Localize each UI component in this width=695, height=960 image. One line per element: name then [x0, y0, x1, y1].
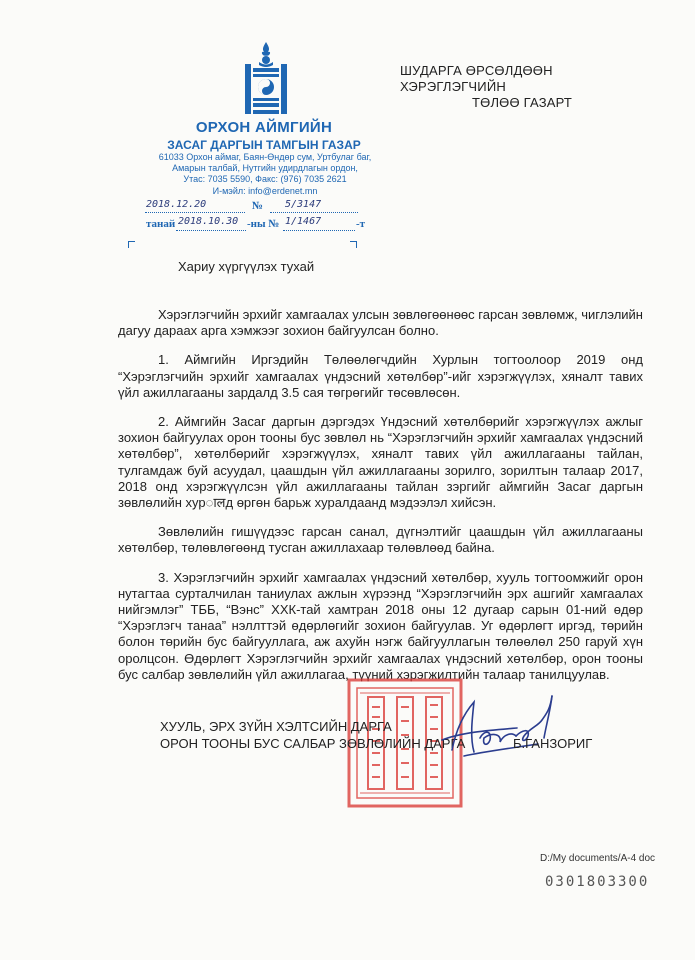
- addressee-line1: ШУДАРГА ӨРСӨЛДӨӨН ХЭРЭГЛЭГЧИЙН: [400, 63, 553, 94]
- tanai-date-underline: [176, 230, 246, 231]
- addressee: [400, 63, 660, 111]
- tanai-date: 2018.10.30: [178, 216, 239, 227]
- letter-subject: Хариу хүргүүлэх тухай: [178, 259, 315, 274]
- nyy-label: -ны №: [247, 218, 280, 230]
- document-path: D:/My documents/A-4 doc: [540, 853, 656, 864]
- signatory-title-line2: ОРОН ТООНЫ БУС САЛБАР ЗӨВЛӨЛИЙН ДАРГА: [160, 736, 466, 751]
- address-line: Утас: 7035 5590, Факс: (976) 7035 2621: [183, 174, 347, 185]
- body-paragraph: 2. Аймгийн Засаг даргын дэргэдэх Үндэсний хөтөлбөрийг хэрэгжүүлэх ажлыг зохион байгуулах орон тооны бус зөвлөл нь “Хэрэглэгчийн эрхийг хамгаалах үндэсний хөтөлбөр”, хөтөлбөрийг хэрэгжүүлэх, хяналт тавих үйл ажиллагааны тайлан, тулгамдаж буй асуудал, цаашдын үйл ажиллагааны зорилго, зорилтын талаар 2017, 2018 онд хэрэгжүүлсэн үйл ажиллагааны тайлан зэргийг аймгийн Засаг даргын зөвлөлийн хурालд өргөн барьж хуралдаанд мэдээлэл хийсэн.: [118, 414, 643, 511]
- number-label: №: [252, 200, 264, 212]
- subject-corner-mark: [350, 241, 357, 248]
- tanai-label: танай: [146, 218, 176, 230]
- letter-number: 5/3147: [285, 199, 322, 210]
- address-line: И-мэйл: info@erdenet.mn: [212, 185, 318, 196]
- address-line: 61033 Орхон аймаг, Баян-Өндөр сум, Уртбулаг баг,: [158, 152, 372, 162]
- date-underline: [145, 212, 245, 213]
- organization-name: [150, 118, 378, 153]
- document-serial-number: 0301803300: [545, 874, 650, 890]
- tanai-number-underline: [283, 230, 355, 231]
- subject-corner-mark: [128, 241, 135, 248]
- address-line: Амарын талбай, Нутгийн удирдлагын ордон,: [172, 163, 358, 174]
- soyombo-emblem-icon: [243, 40, 289, 118]
- tanai-number: 1/1467: [285, 216, 322, 227]
- t-suffix: -т: [356, 218, 366, 230]
- letter-body: [118, 307, 643, 696]
- body-paragraph: 1. Аймгийн Иргэдийн Төлөөлөгчдийн Хурлын тогтоолоор 2019 онд “Хэрэглэгчийн эрхийг хамгаалах үндэсний хөтөлбөр”-ийг хэрэгжүүлэх, хяналт тавих үйл ажиллагааны зардалд 3.5 сая төгрөгийг төсөвлөсөн.: [118, 352, 643, 400]
- body-paragraph: Зөвлөлийн гишүүдээс гарсан санал, дүгнэлтийг цаашдын үйл ажиллагааны хөтөлбөр, төлөвлөгөөнд тусган ажиллахаар төлөвлөөд байна.: [118, 524, 643, 556]
- signatory-name: Б.ГАНЗОРИГ: [513, 736, 593, 751]
- org-name-line2: ЗАСАГ ДАРГЫН ТАМГЫН ГАЗАР: [167, 138, 361, 152]
- body-paragraph: 3. Хэрэглэгчийн эрхийг хамгаалах үндэсний хөтөлбөр, хууль тогтоомжийг орон нутагтаа сурталчилан таниулах ажлын хүрээнд “Хэрэглэгчийн эрх ашгийг хамгаалах нийгэмлэг” ТББ, “Вэнс” ХХК-тай хамтран 2018 оны 12 дугаар сарын 01-ний өдөр “Хэрэглэгч танаа” нэллттэй өдөрлөгийг зохион байгуулав. Уг өдөрлөгт иргэд, төрийн болон төрийн бус байгууллага, аж ахуйн нэгж байгууллагын төлөөлөл 250 гаруй хүн оролцсон. Өдөрлөгт Хэрэглэгчийн эрхийг хамгаалах үндэсний хөтөлбөр, орон тооны бус салбар зөвлөлийн үйл ажиллагаа, түүний хэрэгжилтийн талаар танилцуулав.: [118, 569, 643, 682]
- body-paragraph: Хэрэглэгчийн эрхийг хамгаалах улсын зөвлөгөөнөөс гарсан зөвлөмж, чиглэлийн дагуу дараах арга хэмжээг зохион байгуулсан болно.: [118, 307, 643, 339]
- addressee-line2: ТӨЛӨӨ ГАЗАРТ: [472, 95, 573, 110]
- org-name-line1: ОРХОН АЙМГИЙН: [195, 119, 333, 136]
- signatory-title-line1: ХУУЛЬ, ЭРХ ЗҮЙН ХЭЛТСИЙН ДАРГА: [160, 719, 392, 734]
- organization-address: [150, 152, 380, 197]
- letter-date: 2018.12.20: [146, 199, 207, 210]
- number-underline: [270, 212, 358, 213]
